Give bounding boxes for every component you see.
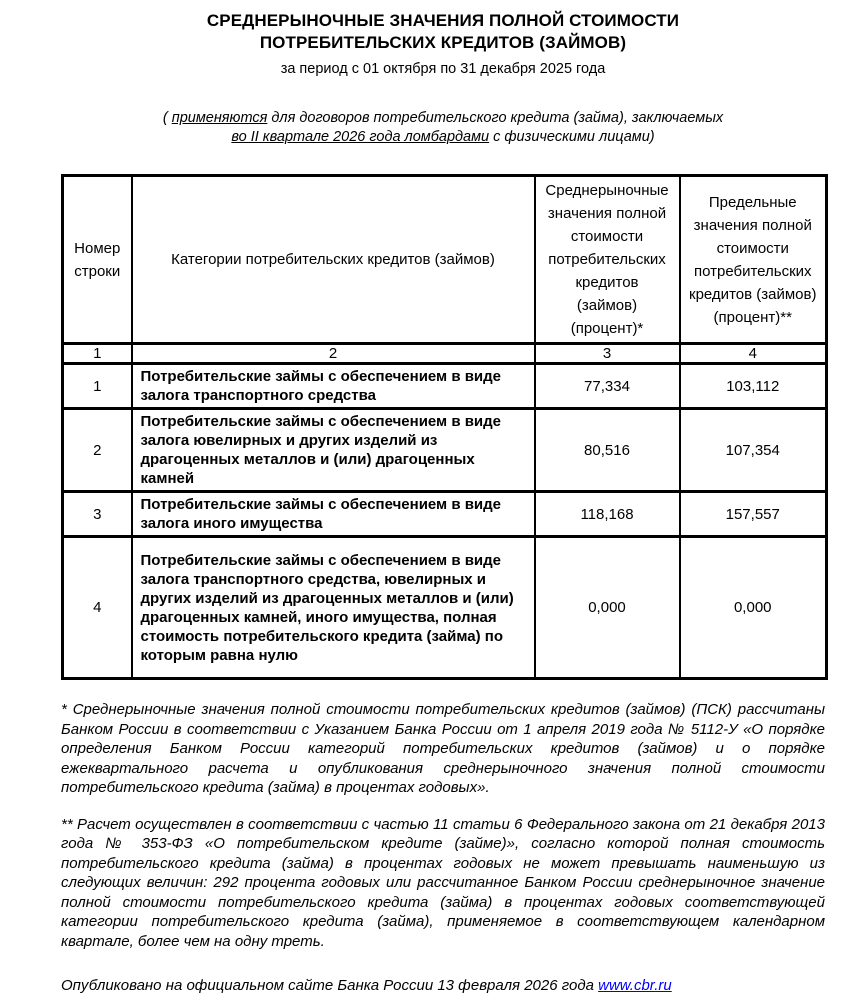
- row-number-cell: 2: [63, 409, 132, 492]
- header-max-values: Предельные значения полной стоимости потребительских кредитов (займов) (процент)**: [680, 176, 827, 344]
- psk-values-table: [61, 174, 828, 680]
- column-number-2: 2: [132, 344, 535, 364]
- period-subtitle: за период с 01 октября по 31 декабря 2025 года: [280, 61, 606, 77]
- footnote-asterisk: * Среднерыночные значения полной стоимости потребительских кредитов (займов) (ПСК) рассчитаны Банком России в соответствии с Указанием Банка России от 1 апреля 2019 года № 5112-У «О порядке определения Банком России категорий потребительских кредитов (займов) и о порядке ежеквартального расчета и опубликования среднерыночного значения полной стоимости потребительского кредита (займа) в процентах годовых».: [61, 701, 825, 796]
- max-value-cell: 0,000: [680, 537, 827, 679]
- column-number-4: 4: [680, 344, 827, 364]
- column-number-1: 1: [63, 344, 132, 364]
- publication-line: [61, 977, 825, 994]
- header-row-number: Номер строки: [63, 176, 132, 344]
- row-number-cell: 4: [63, 537, 132, 679]
- row-number-cell: 3: [63, 492, 132, 537]
- avg-value-cell: 118,168: [535, 492, 680, 537]
- note-underlined-term: применяются: [171, 110, 268, 126]
- column-numbers-row: [63, 344, 827, 364]
- category-cell: Потребительские займы с обеспечением в виде залога иного имущества: [132, 492, 535, 537]
- cbr-website-link[interactable]: www.cbr.ru: [598, 977, 672, 994]
- footnote-double-asterisk: ** Расчет осуществлен в соответствии с частью 11 статьи 6 Федерального закона от 21 декабря 2013 года № 353-ФЗ «О потребительском кредите (займе)», согласно которой полная стоимость потребительского кредита (займа) в процентах годовых не может превышать наименьшую из следующих величин: 292 процента годовых или рассчитанное Банком России среднерыночное значение полной стоимости потребительского кредита (займа) в процентах годовых соответствующей категории потребительского кредита (займа), применяемое в соответствующем календарном квартале, более чем на одну треть.: [61, 815, 825, 950]
- table-row: [63, 364, 827, 409]
- max-value-cell: 103,112: [680, 364, 827, 409]
- note-prefix: (: [162, 110, 172, 126]
- header-categories: Категории потребительских кредитов (займов): [132, 176, 535, 344]
- category-cell: Потребительские займы с обеспечением в виде залога транспортного средства, ювелирных и других изделий из драгоценных металлов и (или) драгоценных камней, иного имущества, полная стоимость потребительского кредита (займа) по которым равна нулю: [132, 537, 535, 679]
- applicability-note: [61, 109, 825, 147]
- document-page: [61, 0, 825, 994]
- column-number-3: 3: [535, 344, 680, 364]
- avg-value-cell: 77,334: [535, 364, 680, 409]
- table-row: [63, 492, 827, 537]
- title-line-1: СРЕДНЕРЫНОЧНЫЕ ЗНАЧЕНИЯ ПОЛНОЙ СТОИМОСТИ: [206, 11, 680, 30]
- table-header-row: [63, 176, 827, 344]
- note-line-1: [61, 109, 825, 128]
- max-value-cell: 107,354: [680, 409, 827, 492]
- note-middle-text: для договоров потребительского кредита (займа), заключаемых: [267, 110, 724, 126]
- row-number-cell: 1: [63, 364, 132, 409]
- table-row: [63, 537, 827, 679]
- avg-value-cell: 80,516: [535, 409, 680, 492]
- avg-value-cell: 0,000: [535, 537, 680, 679]
- category-cell: Потребительские займы с обеспечением в виде залога транспортного средства: [132, 364, 535, 409]
- category-cell: Потребительские займы с обеспечением в виде залога ювелирных и других изделий из драгоценных металлов и (или) драгоценных камней: [132, 409, 535, 492]
- title-line-2: ПОТРЕБИТЕЛЬСКИХ КРЕДИТОВ (ЗАЙМОВ): [259, 33, 627, 52]
- note-suffix: с физическими лицами): [489, 129, 655, 145]
- note-line-2: [61, 128, 825, 147]
- max-value-cell: 157,557: [680, 492, 827, 537]
- note-underlined-period: во II квартале 2026 года ломбардами: [231, 129, 490, 145]
- header-avg-values: Среднерыночные значения полной стоимости потребительских кредитов (займов) (процент)*: [535, 176, 680, 344]
- publication-text: Опубликовано на официальном сайте Банка России 13 февраля 2026 года: [61, 977, 599, 994]
- table-row: [63, 409, 827, 492]
- document-title: [61, 10, 825, 54]
